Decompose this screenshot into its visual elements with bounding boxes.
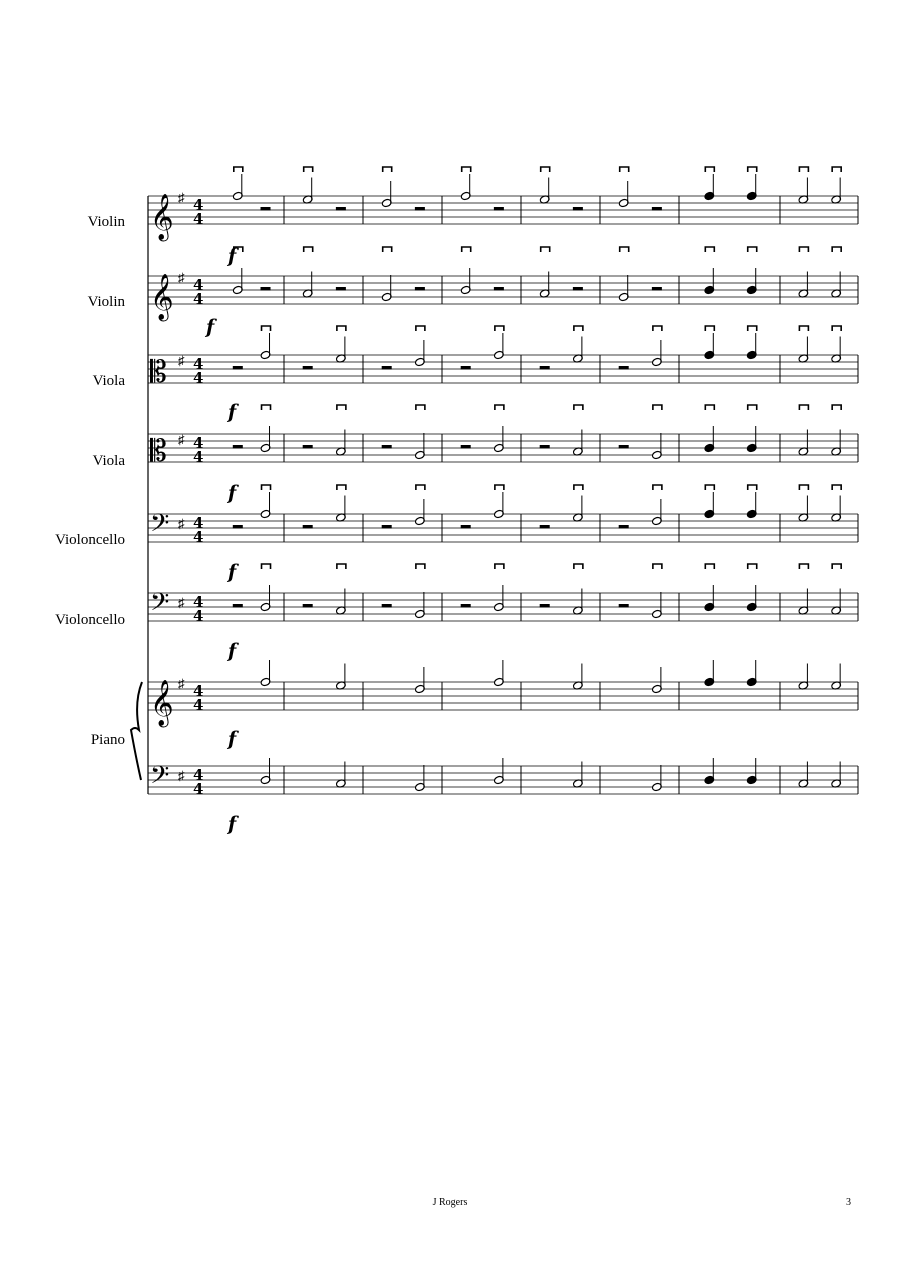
half-rest [303,366,313,370]
staff-label-viola-2: Viola [92,453,125,469]
clef-glyph: 𝄡 [150,434,167,469]
half-rest [461,525,471,529]
half-rest [461,445,471,449]
half-rest [573,207,583,211]
half-rest [382,604,392,608]
key-signature-sharp: ♯ [178,270,185,285]
down-bow-mark [705,564,714,569]
staff-layer [131,167,858,798]
half-rest [415,287,425,291]
staff-label-violin-2: Violin [87,294,125,310]
down-bow-mark [748,247,757,252]
down-bow-mark [416,326,425,331]
half-rest [540,445,550,449]
down-bow-mark [541,247,550,252]
time-sig-denominator: 4 [193,696,204,714]
clef-glyph: 𝄢 [150,588,170,623]
half-rest [336,207,346,211]
down-bow-mark [748,485,757,490]
down-bow-mark [799,564,808,569]
time-sig-denominator: 4 [193,528,204,546]
half-rest [415,207,425,211]
down-bow-mark [799,167,808,172]
staff-label-violin-1: Violin [87,214,125,230]
key-signature-sharp: ♯ [178,768,185,783]
clef-glyph: 𝄡 [150,355,167,390]
down-bow-mark [462,247,471,252]
half-rest [461,604,471,608]
down-bow-mark [799,326,808,331]
dynamic-cello-2: f [228,640,237,662]
half-rest [233,445,243,449]
time-sig-numerator: 4 [193,766,204,784]
down-bow-mark [748,167,757,172]
half-rest [494,207,504,211]
down-bow-mark [653,405,662,410]
half-rest [619,445,629,449]
down-bow-mark [620,167,629,172]
down-bow-mark [541,167,550,172]
half-rest [303,445,313,449]
down-bow-mark [416,405,425,410]
down-bow-mark [832,564,841,569]
down-bow-mark [653,485,662,490]
staff-label-piano: Piano [90,732,125,748]
half-rest [233,604,243,608]
time-sig-numerator: 4 [193,593,204,611]
half-rest [619,366,629,370]
time-sig-numerator: 4 [193,355,204,373]
clef-glyph: 𝄢 [150,761,170,796]
half-rest [382,525,392,529]
dynamic-piano-rh: f [228,728,237,750]
half-rest [652,207,662,211]
down-bow-mark [832,485,841,490]
time-sig-denominator: 4 [193,369,204,387]
down-bow-mark [416,485,425,490]
dynamic-violin-2: f [206,316,215,338]
half-rest [382,445,392,449]
down-bow-mark [495,485,504,490]
down-bow-mark [495,564,504,569]
down-bow-mark [832,405,841,410]
half-rest [336,287,346,291]
key-signature-sharp: ♯ [178,595,185,610]
down-bow-mark [383,167,392,172]
half-rest [303,604,313,608]
dynamic-viola-1: f [228,401,237,423]
down-bow-mark [304,167,313,172]
down-bow-mark [705,167,714,172]
down-bow-mark [799,485,808,490]
staff-label-viola-1: Viola [92,373,125,389]
down-bow-mark [705,247,714,252]
down-bow-mark [748,326,757,331]
piano-brace [131,682,142,780]
down-bow-mark [262,564,271,569]
dynamic-viola-2: f [228,482,237,504]
down-bow-mark [234,167,243,172]
time-sig-numerator: 4 [193,434,204,452]
down-bow-mark [416,564,425,569]
dynamic-violin-1: f [228,245,237,267]
half-rest [382,366,392,370]
down-bow-mark [705,405,714,410]
down-bow-mark [304,247,313,252]
half-rest [619,604,629,608]
down-bow-mark [574,326,583,331]
time-sig-denominator: 4 [193,210,204,228]
half-rest [261,287,271,291]
half-rest [540,525,550,529]
down-bow-mark [462,167,471,172]
instrument-labels [55,214,125,748]
down-bow-mark [705,485,714,490]
half-rest [303,525,313,529]
time-sig-numerator: 4 [193,196,204,214]
dynamics [204,245,239,835]
down-bow-mark [262,405,271,410]
down-bow-mark [832,247,841,252]
down-bow-mark [337,405,346,410]
down-bow-mark [574,485,583,490]
half-rest [573,287,583,291]
time-sig-denominator: 4 [193,607,204,625]
clef-glyph: 𝄞 [150,680,174,726]
down-bow-mark [337,564,346,569]
staff-label-cello-2: Violoncello [55,612,125,628]
dynamic-cello-1: f [228,561,237,583]
half-rest [652,287,662,291]
down-bow-mark [574,405,583,410]
key-signature-sharp: ♯ [178,516,185,531]
down-bow-mark [620,247,629,252]
half-rest [261,207,271,211]
half-rest [494,287,504,291]
down-bow-mark [799,247,808,252]
key-signature-sharp: ♯ [178,432,185,447]
half-rest [619,525,629,529]
down-bow-mark [832,167,841,172]
time-sig-numerator: 4 [193,682,204,700]
time-sig-denominator: 4 [193,780,204,798]
down-bow-mark [495,326,504,331]
staff-label-cello-1: Violoncello [55,532,125,548]
down-bow-mark [653,564,662,569]
down-bow-mark [495,405,504,410]
clef-glyph: 𝄞 [150,274,174,320]
down-bow-mark [748,564,757,569]
clef-glyph: 𝄢 [150,509,170,544]
down-bow-mark [799,405,808,410]
down-bow-mark [705,326,714,331]
composer-name: J Rogers [432,1197,468,1208]
dynamic-piano-lh: f [228,813,237,835]
half-rest [461,366,471,370]
clef-glyph: 𝄞 [150,194,174,240]
time-sig-denominator: 4 [193,448,204,466]
page-number: 3 [846,1197,851,1208]
half-rest [233,366,243,370]
down-bow-mark [653,326,662,331]
down-bow-mark [748,405,757,410]
down-bow-mark [337,326,346,331]
time-sig-denominator: 4 [193,290,204,308]
down-bow-mark [832,326,841,331]
key-signature-sharp: ♯ [178,353,185,368]
down-bow-mark [574,564,583,569]
down-bow-mark [337,485,346,490]
down-bow-mark [383,247,392,252]
key-signature-sharp: ♯ [178,676,185,691]
down-bow-mark [262,326,271,331]
half-rest [540,366,550,370]
time-sig-numerator: 4 [193,514,204,532]
down-bow-mark [262,485,271,490]
key-signature-sharp: ♯ [178,190,185,205]
half-rest [233,525,243,529]
half-rest [540,604,550,608]
time-sig-numerator: 4 [193,276,204,294]
